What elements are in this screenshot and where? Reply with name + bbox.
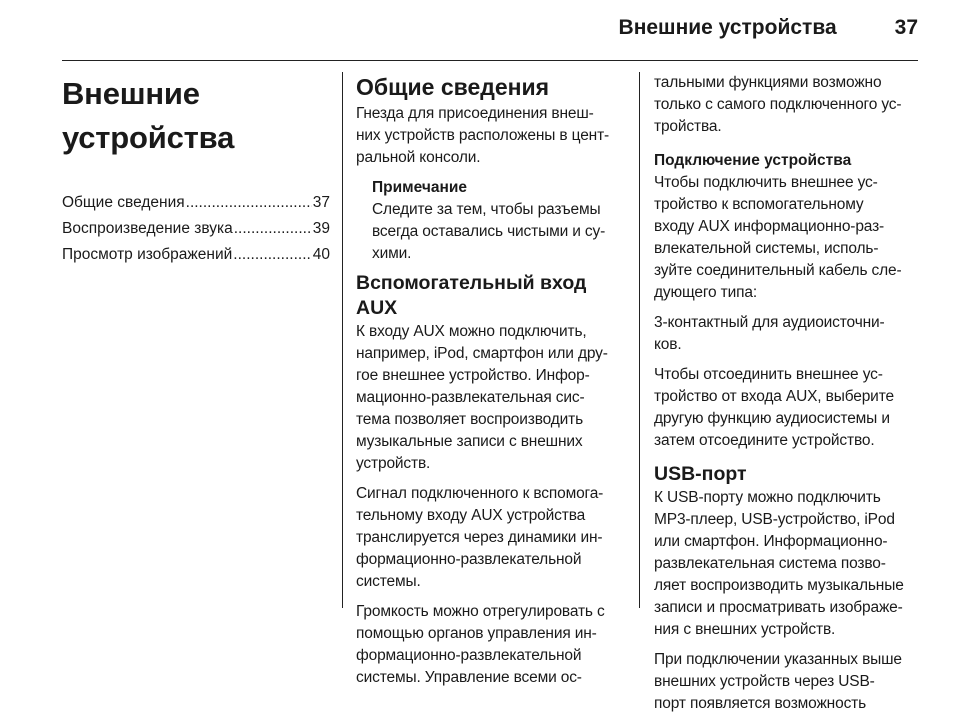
toc-item-page: 39 — [312, 220, 330, 237]
toc-item-page: 40 — [312, 246, 330, 263]
page-number: 37 — [894, 16, 918, 39]
general-body: Гнезда для присоединения внеш- них устройств расположены в цент- ральной консоли. — [356, 105, 610, 166]
middle-column — [356, 72, 628, 689]
toc-leader-dots — [186, 190, 312, 216]
connect-paragraph-2: 3-контактный для аудиоисточни- ков. — [654, 314, 885, 353]
toc-leader-dots — [233, 242, 311, 268]
aux-paragraph-2: Сигнал подключенного к вспомога- тельному входу AUX устройства транслируется через динамики ин- формационно-развлекательной системы. — [356, 485, 604, 590]
section-heading-aux: Вспомогательный вход AUX — [356, 272, 587, 319]
chapter-title: Внешние устройства — [62, 76, 235, 155]
section-heading-general: Общие сведения — [356, 74, 550, 100]
usb-paragraph-1: К USB-порту можно подключить MP3-плеер, USB-устройство, iPod или смартфон. Информационно- развлекательная система позво- ляет воспроизводить музыкальные записи и просматривать изображе- ния с внешних устройств. — [654, 489, 904, 638]
column-divider-left — [342, 72, 343, 608]
aux-paragraph-1: К входу AUX можно подключить, например, iPod, смартфон или дру- гое внешнее устройство. Инфор- мационно-развлекательная сис- тема позволяет воспроизводить музыкальные записи с внешних устройств. — [356, 323, 608, 472]
toc-item-label: Общие сведения — [62, 194, 185, 211]
toc-leader-dots — [234, 216, 312, 242]
connect-paragraph-3: Чтобы отсоединить внешнее ус- тройство от входа AUX, выберите другую функцию аудиосистемы и затем отсоедините устройство. — [654, 366, 894, 449]
subsection-heading-connect: Подключение устройства — [654, 152, 852, 169]
toc-item-general[interactable] — [62, 190, 330, 216]
toc-column — [62, 72, 330, 268]
note-box — [356, 177, 628, 265]
header-divider — [62, 60, 918, 61]
column-divider-right — [639, 72, 640, 608]
toc-item-audio[interactable] — [62, 216, 330, 242]
toc-item-pictures[interactable] — [62, 242, 330, 268]
aux-paragraph-3: Громкость можно отрегулировать с помощью органов управления ин- формационно-развлекательной системы. Управление всеми ос- — [356, 603, 605, 686]
note-body: Следите за тем, чтобы разъемы всегда оставались чистыми и су- хими. — [372, 201, 606, 262]
running-header-title: Внешние устройства — [618, 16, 837, 39]
note-heading: Примечание — [372, 179, 467, 196]
usb-paragraph-2: При подключении указанных выше внешних устройств через USB- порт появляется возможность — [654, 651, 902, 712]
toc-item-page: 37 — [312, 194, 330, 211]
toc-item-label: Просмотр изображений — [62, 246, 233, 263]
toc-item-label: Воспроизведение звука — [62, 220, 233, 237]
aux-paragraph-3-continued: тальными функциями возможно только с самого подключенного ус- тройства. — [654, 74, 902, 135]
section-heading-usb: USB-порт — [654, 463, 747, 485]
connect-paragraph-1: Чтобы подключить внешнее ус- тройство к вспомогательному входу AUX информационно-раз- влекательной системы, исполь- зуйте соединительный кабель сле- дующего типа: — [654, 174, 902, 301]
right-column — [654, 72, 924, 715]
running-header — [619, 16, 918, 40]
